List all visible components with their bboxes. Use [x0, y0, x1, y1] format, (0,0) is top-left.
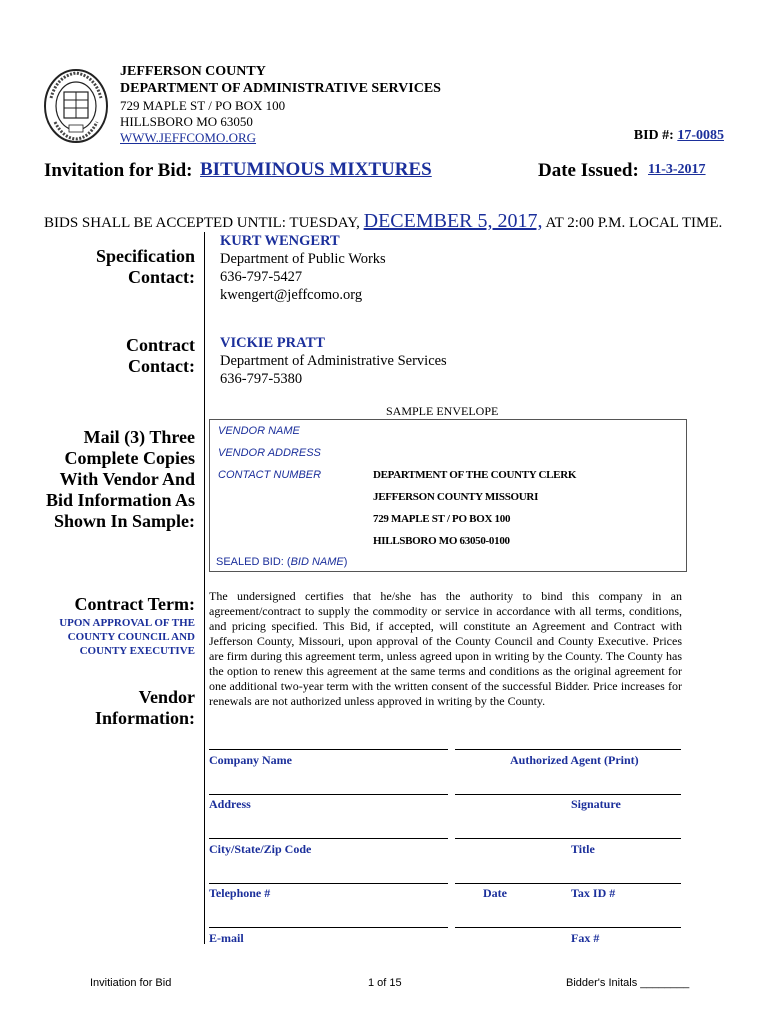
contract-contact-phone: 636-797-5380	[220, 371, 303, 387]
telephone-field[interactable]	[209, 883, 448, 884]
contract-term-label: Contract Term:	[74, 594, 195, 614]
bid-number-value: 17-0085	[677, 128, 724, 143]
envelope-sealed-bid	[216, 556, 347, 568]
title-label: Title	[571, 842, 595, 856]
city-state-zip-label: City/State/Zip Code	[209, 842, 312, 856]
mail-line-1: Mail (3) Three	[83, 427, 195, 447]
footer-bidder-initials: Bidder's Initals ________	[566, 977, 690, 989]
website-link[interactable]: WWW.JEFFCOMO.ORG	[120, 130, 257, 145]
county-seal	[43, 68, 109, 144]
contract-contact-label-line1: Contract	[126, 335, 195, 355]
company-name-label: Company Name	[209, 753, 292, 767]
contract-contact-department: Department of Administrative Services	[220, 353, 447, 369]
address-line-1: 729 MAPLE ST / PO BOX 100	[120, 98, 286, 113]
sealed-bid-prefix: SEALED BID: (	[216, 556, 291, 568]
bid-number	[634, 128, 724, 144]
footer-page-number: 1 of 15	[368, 977, 402, 989]
spec-contact-department: Department of Public Works	[220, 251, 386, 267]
contract-contact-name: VICKIE PRATT	[220, 335, 325, 351]
sample-envelope-title: SAMPLE ENVELOPE	[386, 404, 499, 418]
invitation-title: BITUMINOUS MIXTURES	[200, 159, 432, 180]
spec-contact-name: KURT WENGERT	[220, 233, 340, 249]
date-issued-label: Date Issued:	[538, 160, 639, 181]
mail-line-3: With Vendor And	[59, 469, 195, 489]
envelope-address-line-1: DEPARTMENT OF THE COUNTY CLERK	[373, 469, 577, 481]
vendor-info-label-line2: Information:	[95, 708, 195, 728]
authorized-agent-field[interactable]	[455, 749, 681, 750]
city-state-zip-field[interactable]	[209, 838, 448, 839]
spec-contact-label-line1: Specification	[96, 246, 195, 266]
email-field[interactable]	[209, 927, 448, 928]
envelope-address-line-4: HILLSBORO MO 63050-0100	[373, 535, 510, 547]
email-label: E-mail	[209, 931, 244, 945]
sealed-bid-name: BID NAME	[290, 556, 344, 568]
mail-line-4: Bid Information As	[45, 490, 195, 510]
tax-id-label: Tax ID #	[571, 886, 616, 900]
spec-contact-label	[96, 246, 195, 288]
spec-contact-block	[220, 232, 386, 304]
department-name: DEPARTMENT OF ADMINISTRATIVE SERVICES	[120, 81, 441, 96]
spec-contact-label-line2: Contact:	[128, 267, 195, 287]
date-issued-value: 11-3-2017	[648, 162, 706, 177]
signature-field[interactable]	[455, 794, 681, 795]
authorized-agent-label: Authorized Agent (Print)	[510, 753, 639, 767]
mail-line-5: Shown In Sample:	[53, 511, 195, 531]
envelope-address-line-3: 729 MAPLE ST / PO BOX 100	[373, 513, 511, 525]
deadline-suffix: AT 2:00 P.M. LOCAL TIME.	[545, 215, 723, 231]
deadline-date: DECEMBER 5, 2017,	[363, 210, 543, 232]
contract-contact-block	[220, 334, 447, 388]
address-field[interactable]	[209, 794, 448, 795]
contract-term-paragraph: The undersigned certifies that he/she has the authority to bind this company in an agreement/contract to supply the commodity or service in accordance with all terms, conditions, and pricing specified. This Bid, if accepted, will constitute an Agreement and Contract with Jefferson County, Missouri, upon approval of the County Council and County Executive. Prices are firm during this agreement term, unless agreed upon in writing by the County. The County has the option to renew this agreement at the same terms and conditions as the original agreement for one additional two-year term with the written consent of the successful Bidder. Price increases for renewals are not authorized unless approved in writing by the County.	[209, 589, 682, 708]
footer-document-name: Invitiation for Bid	[90, 977, 172, 989]
telephone-label: Telephone #	[209, 886, 271, 900]
date-label: Date	[483, 886, 507, 900]
bid-deadline	[44, 210, 722, 233]
vendor-info-label-line1: Vendor	[138, 687, 195, 707]
deadline-prefix: BIDS SHALL BE ACCEPTED UNTIL: TUESDAY,	[44, 215, 360, 231]
contract-contact-label-line2: Contact:	[128, 356, 195, 376]
date-tax-id-field[interactable]	[455, 883, 681, 884]
signature-label: Signature	[571, 797, 621, 811]
spec-contact-phone: 636-797-5427	[220, 269, 303, 285]
spec-contact-email: kwengert@jeffcomo.org	[220, 287, 363, 303]
fax-label: Fax #	[571, 931, 600, 945]
envelope-contact-number: CONTACT NUMBER	[218, 469, 322, 481]
mail-line-2: Complete Copies	[64, 448, 195, 468]
envelope-vendor-name: VENDOR NAME	[218, 425, 300, 437]
approval-line-1: UPON APPROVAL OF THE	[59, 617, 195, 629]
approval-line-2: COUNTY COUNCIL AND	[67, 631, 195, 643]
sealed-bid-suffix: )	[343, 556, 348, 568]
vendor-info-label	[95, 687, 195, 729]
address-line-2: HILLSBORO MO 63050	[120, 114, 253, 129]
county-name: JEFFERSON COUNTY	[120, 64, 266, 79]
bid-number-label: BID #:	[633, 128, 678, 143]
envelope-vendor-address: VENDOR ADDRESS	[218, 447, 321, 459]
mail-instructions	[46, 427, 195, 532]
contract-term-approval	[59, 616, 195, 658]
fax-field[interactable]	[455, 927, 681, 928]
contract-contact-label	[126, 335, 195, 377]
company-name-field[interactable]	[209, 749, 448, 750]
envelope-address-line-2: JEFFERSON COUNTY MISSOURI	[373, 491, 539, 503]
title-field[interactable]	[455, 838, 681, 839]
vertical-divider	[204, 232, 205, 944]
address-label: Address	[209, 797, 251, 811]
invitation-label: Invitation for Bid:	[44, 160, 193, 181]
approval-line-3: COUNTY EXECUTIVE	[79, 645, 195, 657]
